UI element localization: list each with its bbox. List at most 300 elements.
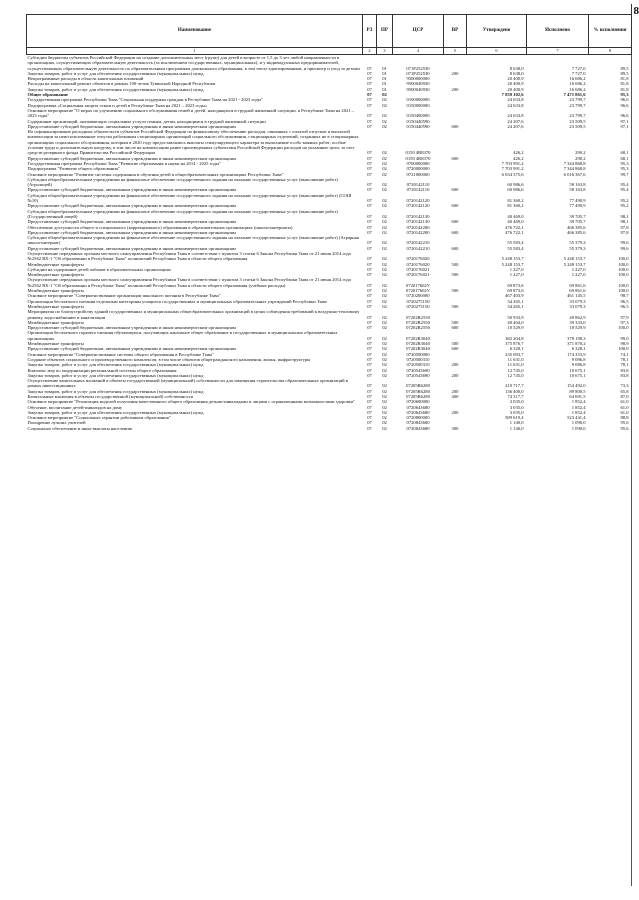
row-rz: 07 — [367, 171, 372, 177]
row-vr: 200 — [451, 70, 459, 76]
row-plan: 5 248 153,7 — [501, 261, 524, 267]
row-plan: 375 876,7 — [505, 341, 524, 347]
row-plan: 81 360,2 — [507, 198, 524, 204]
row-exec: 69 861,6 — [569, 288, 586, 294]
row-csr: 0150 4R8370 — [405, 155, 431, 161]
row-exec: 466 385,6 — [567, 229, 586, 235]
row-rz: 07 — [367, 240, 372, 246]
row-vr: 500 — [451, 341, 459, 347]
row-csr: 0720600000 — [406, 399, 430, 405]
row-plan: 3 035,0 — [509, 409, 524, 415]
row-rz: 07 — [367, 420, 372, 426]
row-pct: 61,0 — [620, 399, 629, 405]
row-pct: 98,7 — [620, 293, 629, 299]
row-exec: 5 248 153,7 — [563, 256, 586, 262]
row-plan: 1 227,0 — [509, 272, 524, 278]
row-csr: 0720500310 — [406, 356, 430, 362]
row-pr: 02 — [382, 351, 387, 357]
row-pr: 02 — [382, 288, 387, 294]
row-csr: 0720142130 — [406, 213, 430, 219]
row-exec: 7 727,0 — [571, 70, 586, 76]
row-plan: 3 035,0 — [509, 399, 524, 405]
column-number-row — [27, 48, 632, 55]
row-name: Осуществление переданных органам местного самоуправления Республики Тыва в соответствии с пунктом 3 статьи 6 Закона Республики Тыва от 21 июня 2014 года №2562 ВХ-1 "Об образовании в Республике Тыва" полномочий Республики Тыва в области общего образования — [27, 250, 351, 262]
row-pct: 95,4 — [620, 182, 629, 188]
row-name: Предоставление субсидий бюджетным, автономным учреждениям и иным некоммерческим организациям — [27, 325, 236, 331]
row-plan: 69 873,6 — [507, 282, 524, 288]
row-exec: 1 852,4 — [571, 399, 586, 405]
row-name: Основное мероприятие "Совершенствование организации школьного питания в Республике Тыва" — [27, 293, 221, 299]
row-name: Межбюджетные трансферты — [27, 341, 84, 347]
row-pr: 01 — [382, 86, 387, 92]
row-name: Основное мероприятие "Реализация моделей получения качественного общего образования детьми-инвалидами и лицами с ограниченными возможностями здоровья" — [27, 399, 355, 405]
row-rz: 07 — [367, 182, 372, 188]
row-name: Субсидии общеобразовательным учреждениям на финансовое обеспечение государственного задания на оказание государственных услуг (выполнение работ) (Агролицей) — [27, 176, 338, 188]
row-plan: 12 745,0 — [507, 372, 524, 378]
row-csr: 0150400000 — [406, 113, 430, 119]
table-row — [27, 55, 632, 71]
row-exec: 1 227,0 — [571, 272, 586, 278]
col-number: 4 — [393, 48, 444, 55]
row-plan: 74 317,7 — [507, 394, 524, 399]
row-rz: 07 — [367, 155, 372, 161]
row-name: Осуществление переданных органам местного самоуправления Республики Тыва в соответствии с пунктом 3 статьи 6 Закона Республики Тыва от 21 июня 2014 года №2562 ВХ-1 "Об образовании в Республике Тыва" полномочий Республики Тыва в области общего образования (учебные расходы) — [27, 277, 351, 288]
row-pct: 74,1 — [620, 351, 629, 357]
row-plan: 1 227,0 — [509, 266, 524, 272]
row-name: Закупка товаров, работ и услуг для обеспечения государственных (муниципальных) нужд — [27, 86, 204, 92]
row-exec: 10 675,1 — [569, 367, 586, 373]
row-plan: 7 703 991,2 — [501, 160, 524, 166]
row-name: На софинансирование расходных обязательств субъектов Российской Федерации по финансовому обеспечению расходов, связанных с оплатой отпусков и выплатой компенсации за неиспользованные отпуска работникам стационарных организаций социального обслуживания, стационарных отделений, созданных не в стационарных организациях социального обслуживания, которым в 2020 году предоставлялись выплаты стимулирующего характера за выполнение особо важных работ, особые условия труда и дополнительную нагрузку, в том числе на компенсацию ранее произведенных субъектами Российской Федерации расходов на указанные цели, за счет средств резервного фонда Правительства Российской Федерации — [27, 129, 359, 156]
row-pct: 100,0 — [618, 282, 629, 288]
row-pct: 96,5 — [620, 303, 629, 309]
row-exec: 154 492,0 — [567, 383, 586, 389]
row-name: Государственная программа Республики Тыва "Социальная поддержка граждан в Республике Тыва на 2021 - 2023 годы" — [27, 97, 263, 103]
table-row — [27, 309, 632, 320]
row-pr: 02 — [382, 409, 387, 415]
row-exec: 6 016 367,6 — [563, 171, 586, 177]
row-pr: 02 — [382, 367, 387, 373]
row-rz: 07 — [367, 346, 372, 352]
row-pr: 02 — [382, 203, 387, 209]
row-pr: 01 — [382, 81, 387, 87]
row-exec: 23 509,5 — [569, 123, 586, 129]
row-csr: 0720142210 — [406, 240, 430, 246]
row-rz: 07 — [367, 383, 372, 389]
row-plan: 7 839 102,6 — [501, 92, 524, 98]
row-plan: 10 529,9 — [507, 325, 524, 331]
row-pct: 83,8 — [620, 367, 629, 373]
row-pct: 61,0 — [620, 404, 629, 410]
row-exec: 9 086,8 — [571, 356, 586, 362]
row-rz: 07 — [367, 266, 372, 272]
row-csr: 0720142110 — [406, 187, 430, 193]
row-csr: 07205R6280 — [406, 394, 430, 399]
row-pct: 95,6 — [620, 420, 629, 426]
row-pr: 02 — [382, 97, 387, 103]
row-rz: 07 — [367, 113, 372, 119]
row-plan: 24 633,8 — [507, 102, 524, 108]
row-plan: 40 469,0 — [507, 213, 524, 219]
row-pct: 96,6 — [620, 113, 629, 119]
row-plan: 476 722,1 — [505, 224, 524, 230]
row-plan: 24 207,6 — [507, 118, 524, 124]
row-name: Предоставление субсидий бюджетным, автономным учреждениям и иным некоммерческим организациям — [27, 229, 236, 235]
row-pr: 02 — [382, 282, 387, 288]
row-name: Межбюджетные трансферты — [27, 261, 84, 267]
row-csr: 0720142120 — [406, 198, 430, 204]
row-plan: 34 265,1 — [507, 298, 524, 304]
row-pct: 88,8 — [620, 415, 629, 421]
row-pr: 02 — [382, 319, 387, 325]
row-plan: 6 328,1 — [509, 346, 524, 352]
row-pr: 02 — [382, 155, 387, 161]
row-rz: 07 — [367, 150, 372, 156]
row-pr: 01 — [382, 65, 387, 71]
row-pct: 99,7 — [620, 171, 629, 177]
row-exec: 371 870,2 — [567, 341, 586, 347]
row-pr: 02 — [382, 118, 387, 124]
row-csr: 0720176020 — [406, 256, 430, 262]
row-pr: 02 — [382, 113, 387, 119]
row-rz: 07 — [367, 86, 372, 92]
row-vr: 500 — [451, 288, 459, 294]
row-name: Предоставление субсидий бюджетным, автономным учреждениям и иным некоммерческим организациям — [27, 155, 236, 161]
row-csr: 0100000000 — [406, 97, 430, 103]
row-csr: 0720500310 — [406, 362, 430, 368]
row-pr: 02 — [382, 420, 387, 426]
row-exec: 33 079,3 — [569, 303, 586, 309]
row-exec: 7 727,0 — [571, 65, 586, 71]
header-exec: Исполнено — [527, 15, 589, 48]
row-name: Межбюджетные трансферты — [27, 288, 84, 294]
row-pct: 68,1 — [620, 150, 629, 156]
table-row — [27, 129, 632, 155]
table-row — [27, 330, 632, 341]
row-pct: 97,8 — [620, 229, 629, 235]
row-pct: 95,3 — [620, 92, 629, 98]
row-pct: 95,3 — [620, 166, 629, 172]
table-row — [27, 426, 632, 431]
row-pct: 89,5 — [620, 70, 629, 76]
row-csr: 0720275150 — [406, 303, 430, 309]
row-csr: 0150440590 — [406, 118, 430, 124]
row-csr: 0721000000 — [406, 171, 430, 177]
row-exec: 16 686,2 — [569, 81, 586, 87]
row-name: Предоставление субсидий бюджетным, автономным учреждениям и иным некоммерческим организациям — [27, 123, 236, 129]
row-vr — [444, 235, 467, 246]
row-pct: 98,1 — [620, 213, 629, 219]
row-exec: 77 490,9 — [569, 198, 586, 204]
row-plan: 3 035,0 — [509, 404, 524, 410]
row-rz: 07 — [367, 425, 372, 431]
row-rz: 07 — [367, 187, 372, 193]
row-plan: 34 265,1 — [507, 303, 524, 309]
row-vr: 500 — [451, 319, 459, 325]
row-rz: 07 — [367, 65, 372, 71]
header-name: Наименование — [27, 15, 363, 48]
row-exec: 49 862,9 — [569, 314, 586, 320]
row-pr: 02 — [382, 356, 387, 362]
row-rz: 07 — [367, 123, 372, 129]
row-exec: 23 799,7 — [569, 113, 586, 119]
row-rz: 07 — [367, 219, 372, 225]
row-name: Осуществление капитальных вложений в объекты государственной (муниципальной) собственности для замещения строительства образовательных организаций в рамках инвестиционных — [27, 378, 348, 389]
row-plan: 69 873,6 — [507, 288, 524, 294]
row-exec: 64 691,5 — [569, 394, 586, 399]
row-pr: 02 — [382, 261, 387, 267]
row-csr: 0720142120 — [406, 203, 430, 209]
row-plan: 7 703 991,2 — [501, 166, 524, 172]
row-exec: 10 675,1 — [569, 372, 586, 378]
row-pct: 98,9 — [620, 341, 629, 347]
row-pr: 02 — [382, 229, 387, 235]
row-pct: 97,3 — [620, 319, 629, 325]
row-pct: 100,0 — [618, 288, 629, 294]
row-name: Подпрограмма "Развитие общего образования" — [27, 166, 120, 172]
row-pct: 95,4 — [620, 187, 629, 193]
table-row — [27, 235, 632, 246]
row-exec: 55 379,3 — [569, 245, 586, 251]
row-name: Предоставление субсидий бюджетным, автономным учреждениям и иным некоммерческим организациям — [27, 346, 236, 352]
row-rz: 07 — [367, 97, 372, 103]
row-csr: 07205R6280 — [406, 388, 430, 394]
row-exec: 23 509,5 — [569, 118, 586, 124]
row-pct: 65,8 — [620, 388, 629, 394]
row-pr: 02 — [382, 150, 387, 156]
row-vr: 500 — [451, 261, 459, 267]
row-vr: 600 — [451, 203, 459, 209]
row-plan: 20 400,9 — [507, 81, 524, 87]
row-pr: 02 — [382, 102, 387, 108]
table-row — [27, 209, 632, 220]
row-name: Субсидии общеобразовательным учреждениям на финансовое обеспечение государственного задания на оказание государственных услуг (выполнение работ) (Аграрная школа-интернат) — [27, 235, 359, 246]
row-pct: 61,0 — [620, 409, 629, 415]
row-csr: 0720142200 — [406, 224, 430, 230]
row-pct: 73,3 — [620, 383, 629, 389]
row-rz: 07 — [367, 229, 372, 235]
row-pct: 68,1 — [620, 155, 629, 161]
row-plan: 426,2 — [513, 155, 524, 161]
row-vr — [444, 251, 467, 262]
row-csr: 0700000000 — [406, 160, 430, 166]
row-name: Поощрение лучших учителей — [27, 420, 86, 426]
row-pr: 02 — [382, 182, 387, 188]
row-csr: 0720843680 — [406, 425, 430, 431]
row-plan: 40 469,0 — [507, 219, 524, 225]
row-csr: 07202R2550 — [406, 325, 430, 331]
row-vr — [444, 277, 467, 288]
row-plan: 20 400,9 — [507, 76, 524, 82]
row-name: Общее образование — [27, 92, 69, 98]
row-pr: 01 — [382, 76, 387, 82]
row-rz: 07 — [367, 118, 372, 124]
row-name: Основное мероприятие "Развитие системы содержания и обучения детей в общеобразовательных организациях Республики Тыва" — [27, 171, 284, 177]
row-pct: 98,1 — [620, 219, 629, 225]
row-name: Основное мероприятие "Социальные гарантии работникам образования" — [27, 415, 171, 421]
row-exec: 378 198,3 — [567, 335, 586, 341]
row-csr: 07202R2550 — [406, 314, 430, 320]
row-pct: 95,3 — [620, 160, 629, 166]
row-csr: 0720200000 — [406, 293, 430, 299]
row-csr: 07202R2550 — [406, 319, 430, 325]
row-name: Предоставление субсидий бюджетным, автономным учреждениям и иным некоммерческим организациям — [27, 203, 236, 209]
row-pr: 02 — [382, 362, 387, 368]
row-csr: 072017602У — [406, 288, 430, 294]
row-rz: 07 — [367, 298, 372, 304]
row-exec: 33 079,3 — [569, 298, 586, 304]
row-name: Расходы на капитальный ремонт объектов в рамках 100-летия Тувинской Народной Республики — [27, 81, 216, 87]
row-rz: 07 — [367, 394, 372, 399]
row-vr: 600 — [451, 123, 459, 129]
row-plan: 11 631,0 — [507, 356, 524, 362]
row-csr: 0720142210 — [406, 245, 430, 251]
row-rz: 07 — [367, 102, 372, 108]
row-plan: 24 207,6 — [507, 123, 524, 129]
row-pr: 02 — [382, 415, 387, 421]
row-exec: 7 344 868,8 — [563, 166, 586, 172]
row-csr: 0720176021 — [406, 272, 430, 278]
row-pct: 78,1 — [620, 362, 629, 368]
row-plan: 467 403,9 — [505, 293, 524, 299]
row-rz: 07 — [367, 92, 372, 98]
row-pct: 97,1 — [620, 123, 629, 129]
row-exec: 10 529,9 — [569, 325, 586, 331]
row-rz: 07 — [367, 351, 372, 357]
col-number: 3 — [377, 48, 393, 55]
row-vr: 200 — [451, 86, 459, 92]
row-exec: 1 090,0 — [571, 420, 586, 426]
row-pct: 100,0 — [618, 346, 629, 352]
row-name: Основное мероприятие "О мерах по улучшению социального обслуживания семей и детей, находящихся в трудной жизненной ситуации, в Республике Тыва на 2021 – 2023 годы" — [27, 107, 355, 119]
row-vr: 500 — [451, 272, 459, 278]
row-pr: 02 — [382, 240, 387, 246]
row-pct: 100,0 — [618, 256, 629, 262]
row-rz: 07 — [367, 415, 372, 421]
row-name: Капитальные вложения в объекты государственной (муниципальной) собственности — [27, 394, 194, 399]
row-vr: 200 — [451, 372, 459, 378]
row-pct: 99,6 — [620, 245, 629, 251]
row-exec: 55 379,3 — [569, 240, 586, 246]
row-exec: 58 163,8 — [569, 182, 586, 188]
row-csr: 0720643680 — [406, 404, 430, 410]
row-plan: 55 583,4 — [507, 245, 524, 251]
row-rz: 07 — [367, 198, 372, 204]
row-rz: 07 — [367, 341, 372, 347]
row-csr: 0150 4R8370 — [405, 150, 431, 156]
row-vr: 600 — [451, 229, 459, 235]
row-csr: 0720142200 — [406, 229, 430, 235]
row-exec: 290,2 — [575, 155, 586, 161]
budget-execution-table — [26, 14, 632, 431]
row-pr: 02 — [382, 314, 387, 320]
row-csr: 0720142130 — [406, 219, 430, 225]
col-number: 1 — [27, 48, 363, 55]
row-rz: 07 — [367, 303, 372, 309]
row-name: Государственная программа Республики Тыва "Развитие образования и науки на 2014 - 2025 годы" — [27, 160, 221, 166]
row-name: Закупка товаров, работ и услуг для обеспечения государственных (муниципальных) нужд — [27, 372, 204, 378]
row-plan: 11 631,0 — [507, 362, 524, 368]
row-csr: 07202R3040 — [406, 335, 430, 341]
row-plan: 589 619,4 — [505, 415, 524, 421]
row-exec: 16 686,2 — [569, 86, 586, 92]
row-plan: 210 717,7 — [505, 383, 524, 389]
row-csr: 9500040930 — [406, 86, 430, 92]
row-pct: 81,8 — [620, 86, 629, 92]
row-name: Социальное обеспечение и иные выплаты населению — [27, 425, 133, 431]
header-pr: ПР — [377, 15, 393, 48]
row-csr: 0720543690 — [406, 367, 430, 373]
row-vr: 300 — [451, 425, 459, 431]
row-vr: 600 — [451, 155, 459, 161]
row-plan: 6 034 375,6 — [501, 171, 524, 177]
row-rz: 07 — [367, 261, 372, 267]
table-header-row — [27, 15, 632, 48]
row-csr: 07202R3040 — [406, 341, 430, 347]
row-rz: 07 — [367, 76, 372, 82]
row-exec: 7 471 861,6 — [563, 92, 586, 98]
row-exec: 39 705,7 — [569, 213, 586, 219]
row-vr: 600 — [451, 325, 459, 331]
row-rz: 07 — [367, 367, 372, 373]
row-exec: 466 385,6 — [567, 224, 586, 230]
row-pr: 02 — [382, 219, 387, 225]
row-rz: 07 — [367, 288, 372, 294]
row-exec: 58 163,8 — [569, 187, 586, 193]
row-csr: 0720176021 — [406, 266, 430, 272]
row-plan: 426,2 — [513, 150, 524, 156]
row-name: Создание объектов социального и производственного комплексов, в том числе объектов общегражданского назначения, жилья, инфраструктуры — [27, 356, 311, 362]
row-rz: 07 — [367, 409, 372, 415]
row-pct: 99,6 — [620, 240, 629, 246]
col-number: 8 — [589, 48, 632, 55]
row-name: Обеспечение доступности общего и специального (коррекционного) образования в образовательных организациях (школы-интернаты) — [27, 224, 293, 230]
row-csr: 9500000000 — [406, 76, 430, 82]
row-vr: 200 — [451, 388, 459, 394]
row-exec: 69 861,6 — [569, 282, 586, 288]
row-pct: 81,8 — [620, 76, 629, 82]
row-csr: 0150440590 — [406, 123, 430, 129]
row-name: Субсидии общеобразовательным учреждениям на финансовое обеспечение государственного задания на оказание государственных услуг (выполнение работ) (СОШ №10) — [27, 192, 352, 204]
row-vr — [444, 129, 467, 155]
header-pct: % исполнения — [589, 15, 632, 48]
table-row — [27, 108, 632, 119]
row-pr: 02 — [382, 325, 387, 331]
row-pr: 02 — [382, 404, 387, 410]
row-pct: 89,5 — [620, 65, 629, 71]
row-csr: 0720543690 — [406, 372, 430, 378]
row-pct: 100,0 — [618, 272, 629, 278]
row-name: Комплекс мер по модернизации региональной системы общего образования — [27, 367, 177, 373]
row-pct: 87,0 — [620, 394, 629, 399]
row-csr: 0720500000 — [406, 351, 430, 357]
row-rz: 07 — [367, 70, 372, 76]
row-exec: 23 799,7 — [569, 102, 586, 108]
row-vr: 200 — [451, 409, 459, 415]
row-csr: 0720275150 — [406, 298, 430, 304]
row-csr: 07205R6280 — [406, 383, 430, 389]
page-number: 8 — [631, 4, 639, 18]
row-pct: 96,5 — [620, 298, 629, 304]
row-exec: 1 852,4 — [571, 409, 586, 415]
row-name: Закупка товаров, работ и услуг для обеспечения государственных (муниципальных) нужд — [27, 362, 204, 368]
row-exec: 39 705,7 — [569, 219, 586, 225]
row-csr: 0720843680 — [406, 420, 430, 426]
row-plan: 50 933,9 — [507, 314, 524, 320]
row-plan: 5 248 153,7 — [501, 256, 524, 262]
table-row — [27, 177, 632, 188]
row-pct: 97,9 — [620, 314, 629, 320]
